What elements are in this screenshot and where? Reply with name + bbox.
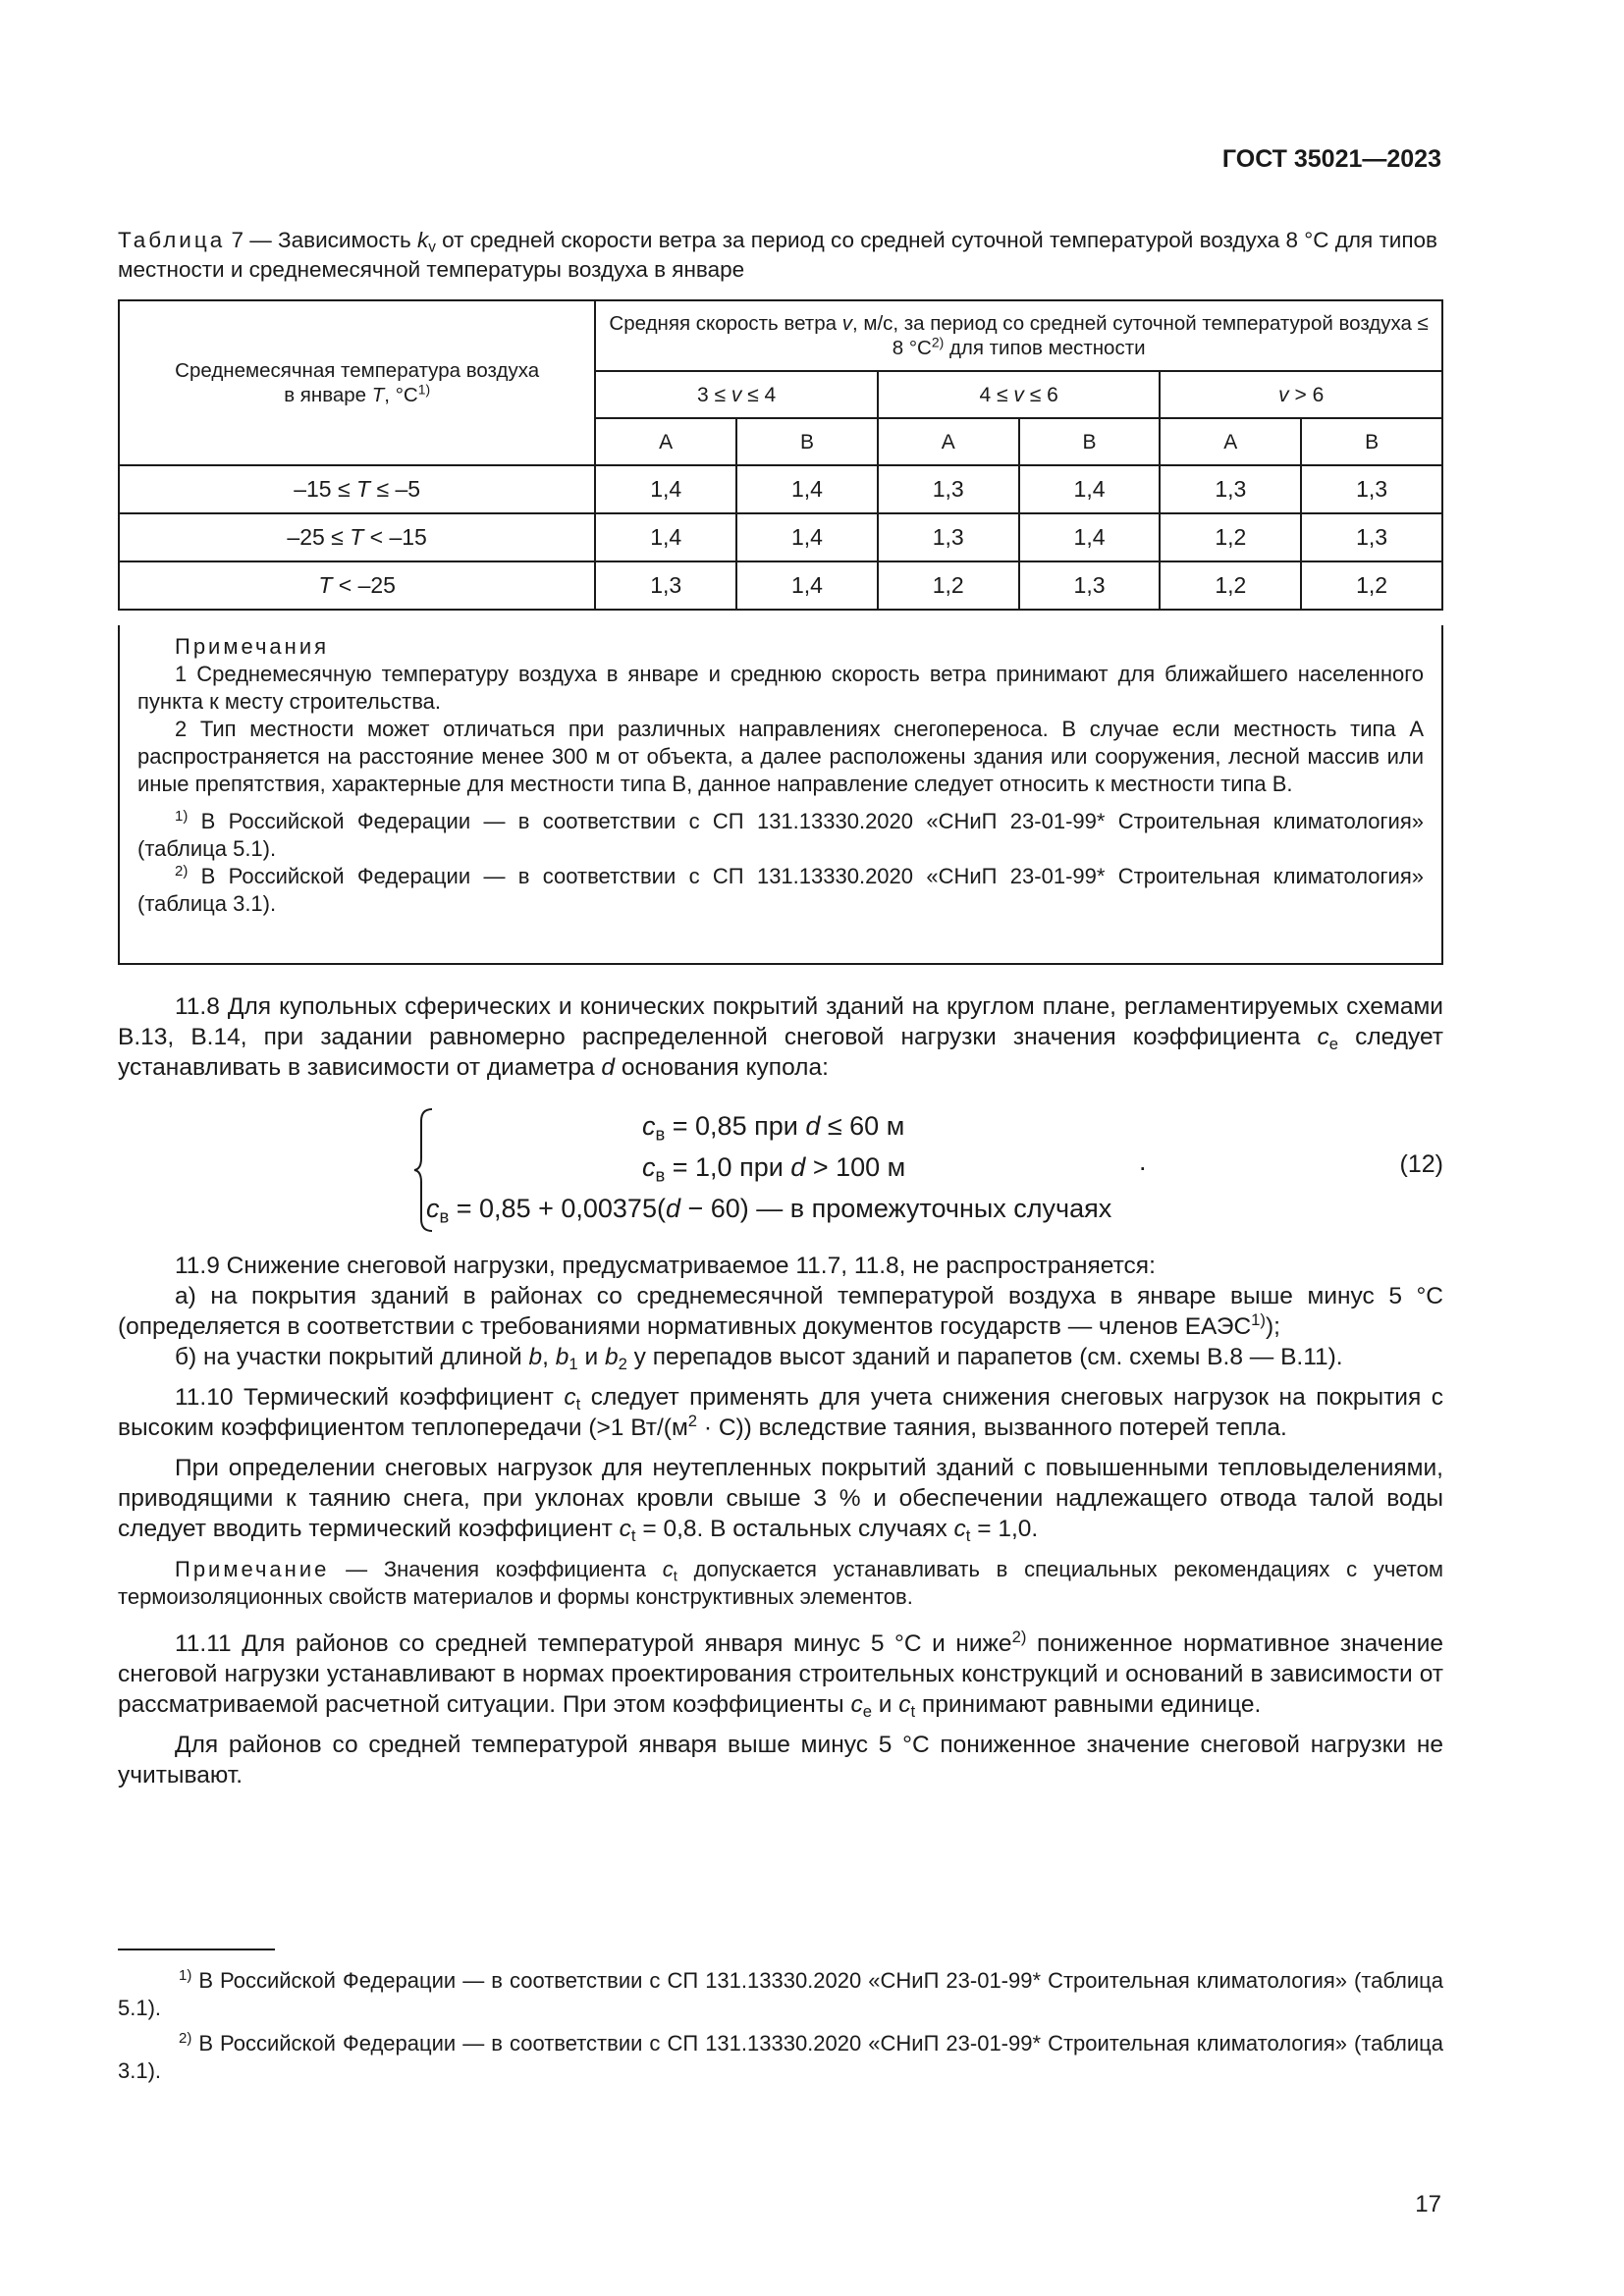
table-cell: 1,3 — [595, 561, 736, 610]
paragraph: 11.11 Для районов со средней температурой января минус 5 °С и ниже$^{2)}$ пониженное нормативное значение снеговой нагрузки устанавливают в нормах проектирования строительных конструкций и оснований в зависимости от рассматриваемой расчетной ситуации. При этом коэффициенты $c_e$ и $c_t$ принимают равными единице. — [118, 1627, 1444, 1721]
formula-number: (12) — [1399, 1150, 1443, 1178]
formula-12 — [412, 1107, 1453, 1235]
formula-line-3: $c_в = 0,85 + 0,00375(d - 60)$ — в промежуточных случаях — [426, 1194, 1112, 1227]
table-cell: 1,4 — [1019, 465, 1161, 513]
terrain-header: В — [736, 418, 878, 465]
terrain-header: А — [1160, 418, 1301, 465]
table-caption-symbol: k — [416, 228, 429, 252]
table-cell: 1,4 — [736, 561, 878, 610]
table-row — [119, 561, 1442, 610]
paragraph: 11.8 Для купольных сферических и конических покрытий зданий на круглом плане, регламентируемых схемами В.13, В.14, при задании равномерно распределенной снеговой нагрузки значения коэффициента $c_e$ следует устанавливать в зависимости от диаметра d основания купола: — [118, 993, 1443, 1081]
header-wind-speed: Средняя скорость ветра v, м/с, за период со средней суточной температурой воздуха ≤ 8 $^\circ С^{2)}$ для типов местности — [595, 300, 1442, 371]
table-cell: 1,4 — [595, 465, 736, 513]
table-caption — [118, 226, 1443, 285]
table-cell: 1,4 — [736, 513, 878, 561]
row-temperature: –15 ≤ T ≤ –5 — [119, 465, 595, 513]
paragraph: Для районов со средней температурой января выше минус 5 °С пониженное значение снеговой нагрузки не учитывают. — [118, 1732, 1443, 1789]
row-temperature: T < –25 — [119, 561, 595, 610]
table-footnote-2: $^{2)}$ В Российской Федерации — в соответствии с СП 131.13330.2020 «СНиП 23-01-99* Строительная климатология» (таблица 3.1). — [137, 862, 1424, 916]
range-header: 3 ≤ v ≤ 4 — [595, 371, 878, 418]
table-header-row — [119, 300, 1442, 371]
paragraph: б) на участки покрытий длиной b, $b_1$ и $b_2$ у перепадов высот зданий и парапетов (см. схемы В.8 — В.11). — [175, 1344, 1343, 1373]
table-cell: 1,2 — [1160, 513, 1301, 561]
document-code: ГОСТ 35021—2023 — [1221, 145, 1441, 173]
table-cell: 1,3 — [1301, 465, 1442, 513]
range-header: 4 ≤ v ≤ 6 — [878, 371, 1161, 418]
header-temperature: Среднемесячная температура воздуха в январе T, $^\circ С^{1)}$ — [119, 300, 595, 465]
page-number: 17 — [1415, 2191, 1441, 2217]
table-cell: 1,3 — [1019, 561, 1161, 610]
table-cell: 1,4 — [736, 465, 878, 513]
table-cell: 1,2 — [1160, 561, 1301, 610]
formula-dot: . — [1139, 1147, 1147, 1176]
table-caption-label: Таблица — [118, 228, 226, 252]
section-11-9-to-11-11 — [118, 1251, 1443, 1790]
footnote-separator — [118, 1949, 275, 1950]
formula-line-2: $c_в = 1,0$ при d > 100 м — [642, 1152, 906, 1186]
table-cell: 1,4 — [595, 513, 736, 561]
table-cell: 1,3 — [878, 513, 1019, 561]
table-notes — [118, 625, 1443, 965]
formula-line-1: $c_в = 0,85$ при d ≤ 60 м — [642, 1111, 905, 1145]
table-cell: 1,2 — [878, 561, 1019, 610]
table-cell: 1,3 — [1301, 513, 1442, 561]
paragraph: 11.9 Снижение снеговой нагрузки, предусматриваемое 11.7, 11.8, не распространяется: — [175, 1253, 1156, 1279]
table-cell: 1,3 — [1160, 465, 1301, 513]
table-row — [119, 465, 1442, 513]
note-1: 1 Среднемесячную температуру воздуха в январе и среднюю скорость ветра принимают для ближайшего населенного пункта к месту строительства. — [137, 662, 1424, 714]
paragraph: а) на покрытия зданий в районах со среднемесячной температурой воздуха в январе выше минус 5 °С (определяется в соответствии с требованиями нормативных документов государств — членов ЕАЭС$^{1)}$); — [118, 1283, 1443, 1340]
paragraph: 11.10 Термический коэффициент $c_t$ следует применять для учета снижения снеговых нагрузок на покрытия с высоким коэффициентом теплопередачи (>1 $Вт/(м^2 \cdot С)$) вследствие таяния, вызванного потерей тепла. — [118, 1384, 1443, 1441]
coefficient-table — [118, 299, 1443, 611]
row-temperature: –25 ≤ T < –15 — [119, 513, 595, 561]
note-paragraph: Примечание — Значения коэффициента $c_t$ допускается устанавливать в специальных рекомендациях с учетом термоизоляционных свойств материалов и формы конструктивных элементов. — [118, 1557, 1443, 1609]
table-cell: 1,4 — [1019, 513, 1161, 561]
table-cell: 1,2 — [1301, 561, 1442, 610]
table-caption-symbol-sub: v — [428, 239, 436, 256]
table-caption-number: 7 — Зависимость — [231, 228, 417, 252]
terrain-header: А — [595, 418, 736, 465]
page-footnotes — [118, 1967, 1443, 2093]
footnote-2: $^{2)}$ В Российской Федерации — в соответствии с СП 131.13330.2020 «СНиП 23-01-99* Строительная климатология» (таблица 3.1). — [118, 2029, 1443, 2083]
terrain-header: В — [1019, 418, 1161, 465]
table-row — [119, 513, 1442, 561]
table-caption-text: от средней скорости ветра за период со средней суточной температурой воздуха 8 °С для типов местности и среднемесячной температуры воздуха в январе — [118, 228, 1438, 282]
table-footnote-1: $^{1)}$ В Российской Федерации — в соответствии с СП 131.13330.2020 «СНиП 23-01-99* Строительная климатология» (таблица 5.1). — [137, 807, 1424, 861]
notes-title: Примечания — [175, 634, 330, 659]
terrain-header: В — [1301, 418, 1442, 465]
range-header: v > 6 — [1160, 371, 1442, 418]
table-cell: 1,3 — [878, 465, 1019, 513]
section-11-8 — [118, 991, 1443, 1083]
note-2: 2 Тип местности может отличаться при различных направлениях снегопереноса. В случае если местность типа А распространяется на расстояние менее 300 м от объекта, а далее расположены здания или сооружения, лесной массив или иные препятствия, характерные для местности типа В, данное направление следует относить к местности типа В. — [137, 717, 1424, 796]
paragraph: При определении снеговых нагрузок для неутепленных покрытий зданий с повышенными тепловыделениями, приводящими к таянию снега, при уклонах кровли свыше 3 % и обеспечении надлежащего отвода талой воды следует вводить термический коэффициент $c_t = 0,8$. В остальных случаях $c_t = 1,0$. — [118, 1455, 1443, 1545]
footnote-1: $^{1)}$ В Российской Федерации — в соответствии с СП 131.13330.2020 «СНиП 23-01-99* Строительная климатология» (таблица 5.1). — [118, 1966, 1443, 2020]
terrain-header: А — [878, 418, 1019, 465]
